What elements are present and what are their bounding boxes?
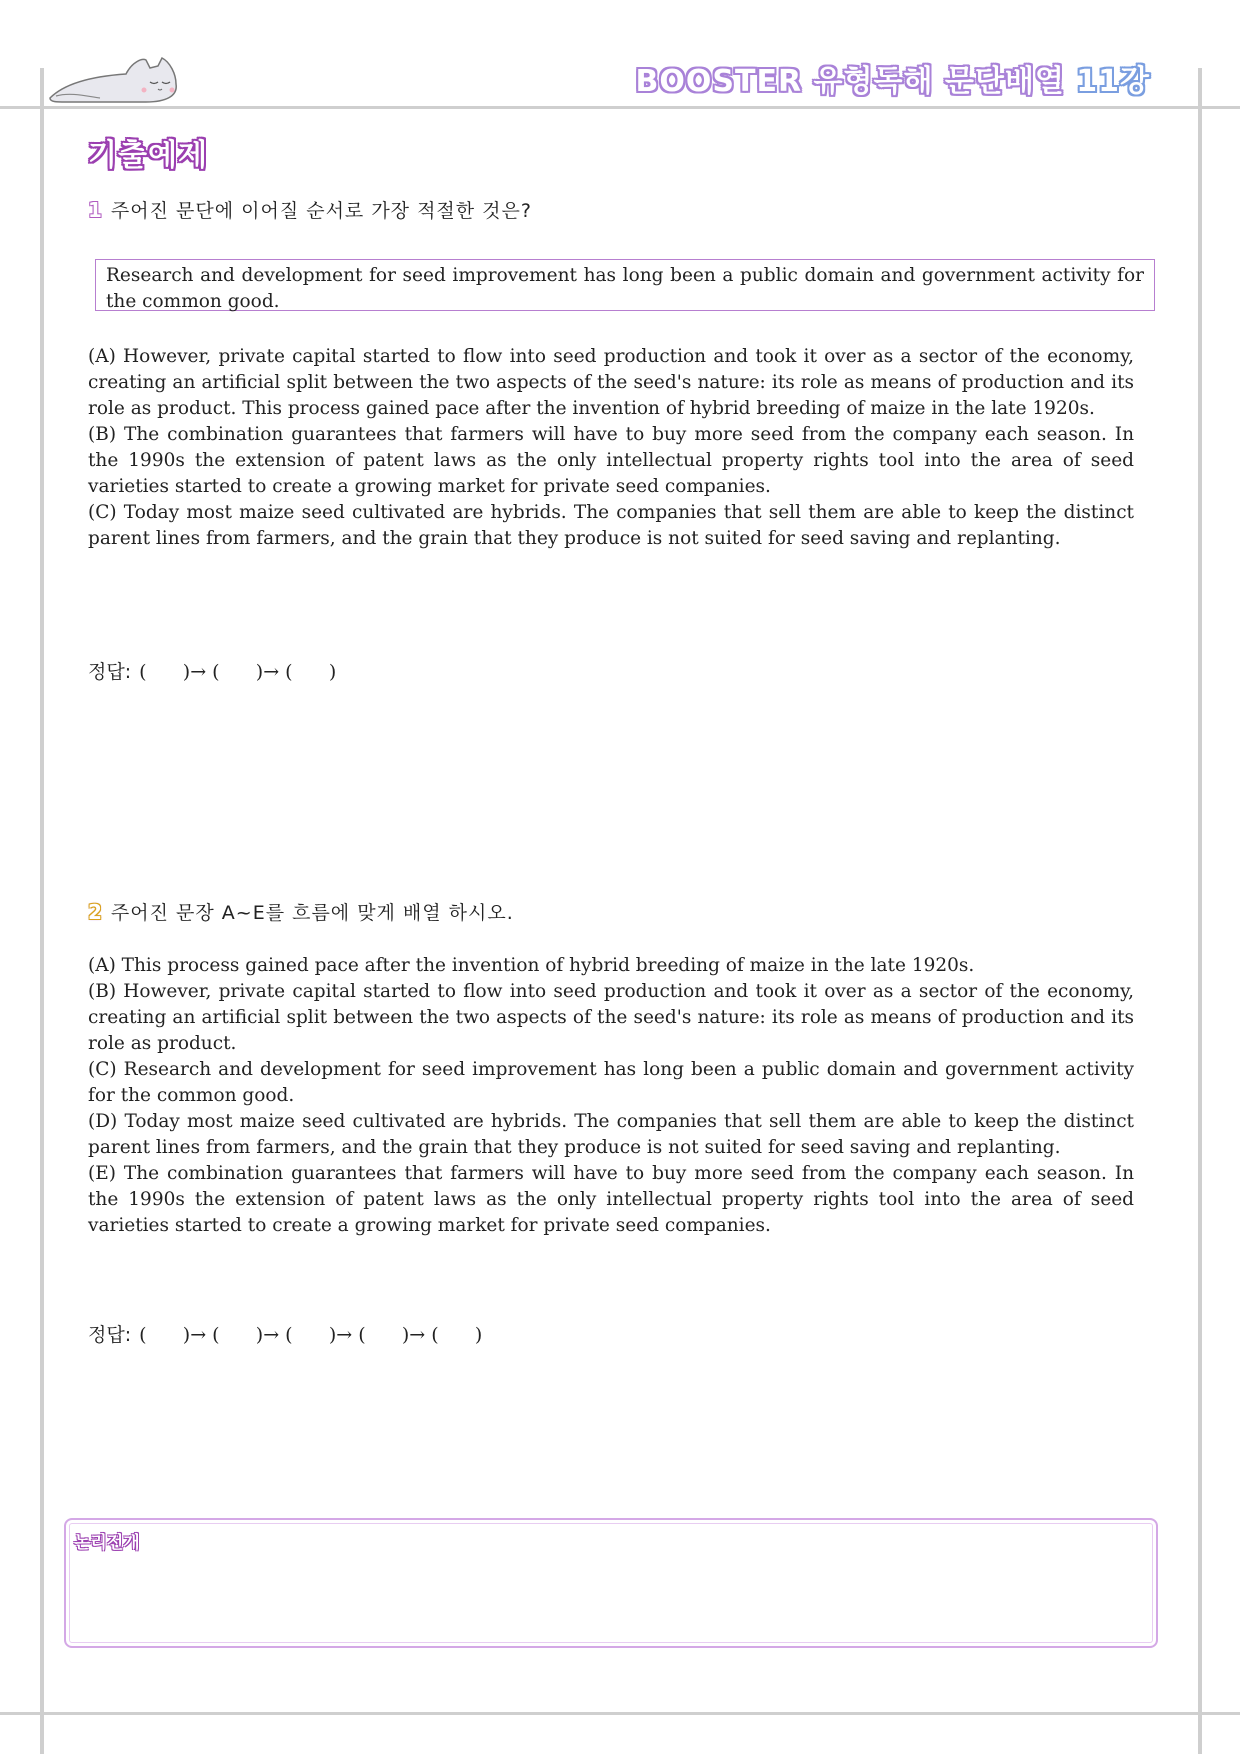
frame-top-line [0, 106, 1240, 109]
question-2-sentence-c: (C) Research and development for seed improvement has long been a public domain and government activity for the common good. [88, 1059, 1134, 1106]
question-2-text: 주어진 문장 A~E를 흐름에 맞게 배열 하시오. [110, 902, 514, 924]
frame-right-line [1198, 68, 1202, 1754]
logic-memo-box[interactable] [64, 1518, 1158, 1648]
question-1-paragraphs [88, 344, 1134, 552]
question-1-paragraph-c: (C) Today most maize seed cultivated are hybrids. The companies that sell them are able to keep the distinct parent lines from farmers, and the grain that they produce is not suited for seed saving and replanting. [88, 502, 1134, 549]
question-2-prompt [88, 898, 514, 925]
frame-left-line [40, 68, 44, 1754]
question-1-answer-label: 정답: [88, 661, 132, 683]
frame-bottom-line [0, 1712, 1240, 1715]
question-2-sentences [88, 953, 1134, 1239]
question-2-sentence-a: (A) This process gained pace after the invention of hybrid breeding of maize in the late 1920s. [88, 955, 975, 976]
question-1-paragraph-a: (A) However, private capital started to flow into seed production and took it over as a sector of the economy, creating an artificial split between the two aspects of the seed's nature: its role as means of production and its role as product. This process gained pace after the invention of hybrid breeding of maize in the late 1920s. [88, 346, 1134, 419]
header-title-main: BOOSTER 유형독해 문단배열 [635, 64, 1065, 99]
question-1-prompt [88, 196, 532, 223]
question-1-paragraph-b: (B) The combination guarantees that farmers will have to buy more seed from the company each season. In the 1990s the extension of patent laws as the only intellectual property rights tool into the area of seed varieties started to create a growing market for private seed companies. [88, 424, 1134, 497]
question-2-number: 2 [88, 900, 103, 924]
question-2-sentence-b: (B) However, private capital started to flow into seed production and took it over as a sector of the economy, creating an artificial split between the two aspects of the seed's nature: its role as means of production and its role as product. [88, 981, 1134, 1054]
question-2-sentence-d: (D) Today most maize seed cultivated are hybrids. The companies that sell them are able to keep the distinct parent lines from farmers, and the grain that they produce is not suited for seed saving and replanting. [88, 1111, 1134, 1158]
question-2-answer-slots[interactable]: ( )→ ( )→ ( )→ ( )→ ( ) [139, 1324, 483, 1346]
header-title [636, 56, 1150, 100]
question-2-sentence-e: (E) The combination guarantees that farmers will have to buy more seed from the company each season. In the 1990s the extension of patent laws as the only intellectual property rights tool into the area of seed varieties started to create a growing market for private seed companies. [88, 1163, 1134, 1236]
sleeping-cat-icon [46, 52, 186, 108]
given-paragraph-box: Research and development for seed improvement has long been a public domain and government activity for the common good. [95, 259, 1155, 311]
question-2-answer-line [88, 1320, 482, 1347]
question-2-answer-label: 정답: [88, 1324, 132, 1346]
memo-label: 논리전개 [74, 1533, 140, 1553]
question-1-number: 1 [88, 198, 103, 222]
question-1-text: 주어진 문단에 이어질 순서로 가장 적절한 것은? [110, 200, 532, 222]
section-heading: 기출예제 [88, 138, 208, 173]
question-1-answer-slots[interactable]: ( )→ ( )→ ( ) [139, 661, 337, 683]
question-1-answer-line [88, 657, 336, 684]
header-lesson-number: 11강 [1076, 64, 1150, 99]
